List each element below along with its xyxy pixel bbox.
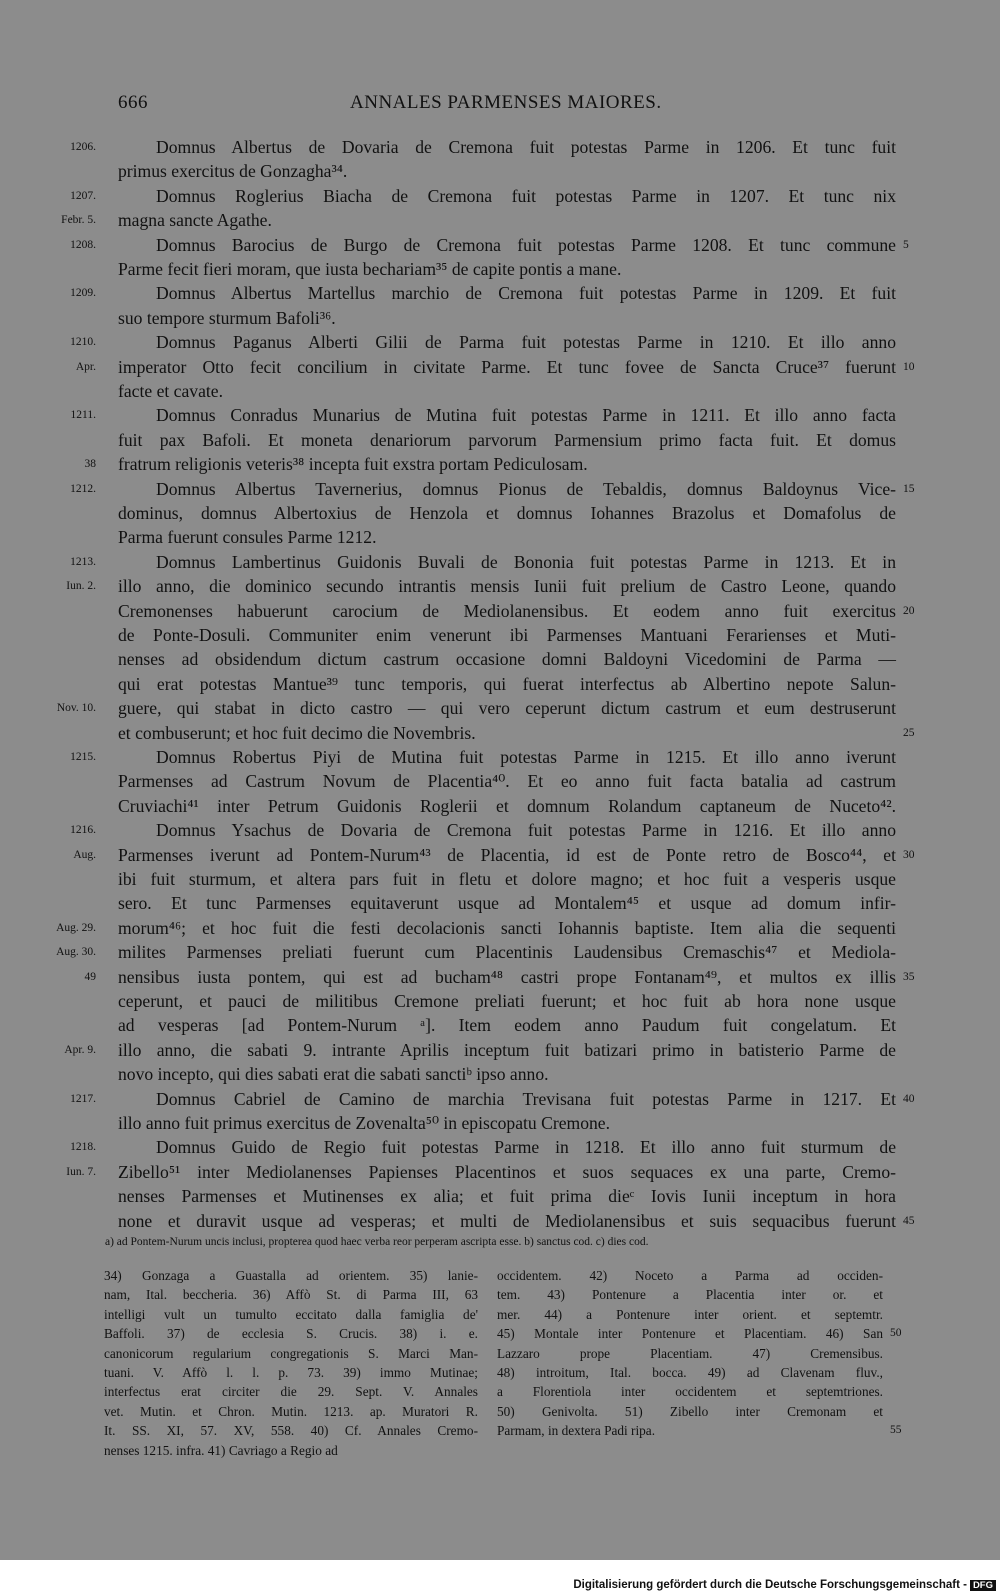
page-number: 666 (118, 92, 148, 113)
text-line (118, 1062, 896, 1086)
footnote-line: canonicorum regularium congregationis S. Marci Man- (104, 1345, 478, 1361)
margin-date: 1210. (70, 336, 96, 349)
text-line (118, 965, 896, 989)
text-line (118, 794, 896, 818)
footnotes-right-column (497, 1266, 883, 1441)
margin-date: 1216. (70, 824, 96, 837)
line-text: Parmenses ad Castrum Novum de Placentia⁴⁰. Et eo anno fuit facta batalia ad castrum (118, 771, 896, 792)
footnote-line: nam, Ital. beccheria. 36) Affò St. di Parma III, 63 (104, 1287, 478, 1303)
margin-date: 1208. (70, 238, 96, 251)
margin-date: 49 (84, 970, 96, 983)
line-text: Zibello⁵¹ inter Mediolanenses Papienses Placentinos et suos sequaces ex una parte, Cremo- (118, 1161, 896, 1182)
text-line (118, 135, 896, 159)
line-text: et combuserunt; et hoc fuit decimo die Novembris. (118, 722, 476, 743)
line-text: fratrum religionis veteris³⁸ incepta fuit exstra portam Pediculosam. (118, 454, 588, 475)
footnote-line: vet. Mutin. et Chron. Mutin. 1213. ap. Muratori R. (104, 1403, 478, 1419)
line-text: magna sancte Agathe. (118, 210, 272, 231)
text-line (118, 1038, 896, 1062)
line-number: 20 (903, 604, 915, 617)
line-number: 15 (903, 482, 915, 495)
text-line (118, 867, 896, 891)
line-text: Domnus Albertus de Dovaria de Cremona fuit potestas Parme in 1206. Et tunc fuit (156, 137, 896, 157)
margin-date: Iun. 7. (66, 1165, 96, 1178)
footnote-line: interfectus erat circiter die 29. Sept. V. Annales (104, 1384, 478, 1400)
line-number: 30 (903, 848, 915, 861)
margin-date: 1207. (70, 189, 96, 202)
critical-apparatus: a) ad Pontem-Nurum uncis inclusi, propterea quod haec verba reor perperam ascripta esse. b) sanctus cod. c) dies cod. (105, 1236, 649, 1248)
margin-date: Febr. 5. (61, 214, 96, 227)
text-line (118, 1184, 896, 1208)
margin-date: 1213. (70, 555, 96, 568)
margin-date: Aug. (73, 848, 96, 861)
line-text: nenses ad obsidendum dictum castrum occasione domni Baldoyni Vicedomini de Parma — (118, 649, 896, 670)
text-line (118, 184, 896, 208)
text-line (118, 1135, 896, 1159)
line-text: ibi fuit sturmum, et altera pars fuit in fletu et dolore magno; et hoc fuit a vesperis usque (118, 869, 896, 889)
footnote-line: 45) Montale inter Pontenure et Placentiam. 46) San (497, 1326, 883, 1342)
text-line (118, 379, 896, 403)
line-text: Domnus Albertus Tavernerius, domnus Pionus de Tebaldis, domnus Baldoynus Vice- (156, 478, 896, 499)
footnote-line-number: 55 (890, 1424, 902, 1437)
text-line (118, 550, 896, 574)
text-line (118, 501, 896, 525)
text-line (118, 672, 896, 696)
footnote-line: It. SS. XI, 57. XV, 558. 40) Cf. Annales Cremo- (104, 1423, 478, 1439)
line-number: 40 (903, 1092, 915, 1105)
footnote-line: 48) introitum, Ital. bocca. 49) ad Clavenam fluv., (497, 1365, 883, 1381)
text-line (118, 891, 896, 915)
line-text: qui erat potestas Mantue³⁹ tunc temporis, qui fuerat interfectus ab Albertino nepote Salun- (118, 673, 896, 694)
footnote-line: occidentem. 42) Noceto a Parma ad occiden- (497, 1268, 883, 1283)
line-text: illo anno, die dominico secundo intrantis mensis Iunii fuit prelium de Castro Leone, quando (118, 576, 896, 597)
text-line (118, 306, 896, 330)
line-text: sero. Et tunc Parmenses equitaverunt usque ad Montalem⁴⁵ et usque ad domum infir- (118, 893, 896, 914)
line-number: 25 (903, 726, 915, 739)
text-line (118, 745, 896, 769)
footnote-line: mer. 44) a Pontenure inter orient. et septemtr. (497, 1306, 883, 1322)
line-text: novo incepto, qui dies sabati erat die sabati sanctiᵇ ipso anno. (118, 1064, 549, 1085)
text-line (118, 843, 896, 867)
line-text: Domnus Albertus Martellus marchio de Cremona fuit potestas Parme in 1209. Et fuit (156, 283, 896, 304)
line-text: Parma fuerunt consules Parme 1212. (118, 527, 377, 548)
text-line (118, 818, 896, 842)
line-text: Domnus Paganus Alberti Gilii de Parma fuit potestas Parme in 1210. Et illo anno (156, 332, 896, 353)
margin-date: 1215. (70, 751, 96, 763)
footnote-line: nenses 1215. infra. 41) Cavriago a Regio ad (104, 1442, 338, 1458)
line-number: 45 (903, 1214, 915, 1227)
line-text: Domnus Cabriel de Camino de marchia Trevisana fuit potestas Parme in 1217. Et (156, 1088, 896, 1109)
line-text: primus exercitus de Gonzagha³⁴. (118, 161, 348, 182)
line-text: Domnus Robertus Piyi de Mutina fuit potestas Parme in 1215. Et illo anno iverunt (156, 747, 896, 767)
text-line (118, 159, 896, 183)
margin-date: Iun. 2. (66, 580, 96, 593)
text-line (118, 721, 896, 745)
margin-date: 38 (84, 458, 96, 471)
text-line (118, 696, 896, 720)
footnote-line: tuani. V. Affò l. l. p. 73. 39) immo Mutinae; (104, 1365, 478, 1381)
line-text: morum⁴⁶; et hoc fuit die festi decolacionis sancti Iohannis baptiste. Item alia die sequenti (118, 917, 896, 938)
line-number: 35 (903, 970, 915, 983)
line-text: nensibus iusta pontem, qui est ad bucham⁴⁸ castri prope Fontanam⁴⁹, et multos ex illis (118, 966, 896, 987)
line-text: facte et cavate. (118, 381, 223, 401)
digitization-credit (573, 1579, 996, 1591)
text-line (118, 574, 896, 598)
line-text: none et duravit usque ad vesperas; et multi de Mediolanensibus et suis sequacibus fuerunt (118, 1210, 896, 1231)
margin-date: 1209. (70, 287, 96, 300)
footnote-line: a Florentiola inter occidentem et septemtriones. (497, 1384, 883, 1400)
margin-date: 1218. (70, 1141, 96, 1154)
line-text: Domnus Guido de Regio fuit potestas Parme in 1218. Et illo anno fuit sturmum de (156, 1137, 896, 1158)
footnote-line-number: 50 (890, 1327, 902, 1340)
line-text: dominus, domnus Albertoxius de Henzola et domnus Iohannes Brazolus et Domafolus de (118, 503, 896, 523)
running-title: ANNALES PARMENSES MAIORES. (350, 92, 662, 113)
line-text: ceperunt, et pauci de militibus Cremone preliati fuerunt; et hoc fuit ab hora none usque (118, 991, 896, 1011)
margin-date: 1212. (70, 482, 96, 495)
text-line (118, 281, 896, 305)
margin-date: Apr. (75, 360, 96, 373)
line-text: Domnus Barocius de Burgo de Cremona fuit potestas Parme 1208. Et tunc commune (156, 234, 896, 255)
line-text: Cruviachi⁴¹ inter Petrum Guidonis Roglerii et domnum Rolandum captaneum de Nuceto⁴². (118, 795, 896, 816)
line-text: Domnus Ysachus de Dovaria de Cremona fuit potestas Parme in 1216. Et illo anno (156, 820, 896, 841)
text-line (118, 257, 896, 281)
line-number: 5 (903, 238, 909, 251)
text-line (118, 1013, 896, 1037)
text-line (118, 1111, 896, 1135)
line-text: Domnus Conradus Munarius de Mutina fuit potestas Parme in 1211. Et illo anno facta (156, 405, 896, 426)
text-line (118, 989, 896, 1013)
margin-date: 1217. (70, 1092, 96, 1105)
text-line (118, 623, 896, 647)
dfg-logo: DFG (970, 1580, 996, 1591)
text-line (118, 1087, 896, 1111)
footnote-line: 50) Genivolta. 51) Zibello inter Cremonam et (497, 1403, 883, 1419)
text-line (118, 525, 896, 549)
text-line (118, 233, 896, 257)
line-text: imperator Otto fecit concilium in civitate Parme. Et tunc fovee de Sancta Cruce³⁷ fuerunt (118, 356, 896, 377)
footnote-line: 34) Gonzaga a Guastalla ad orientem. 35) lanie- (104, 1268, 478, 1283)
text-line (118, 940, 896, 964)
line-text: Domnus Roglerius Biacha de Cremona fuit potestas Parme in 1207. Et tunc nix (156, 185, 896, 206)
margin-date: Apr. 9. (64, 1043, 96, 1056)
text-line (118, 477, 896, 501)
margin-date: 1206. (70, 141, 96, 153)
line-text: milites Parmenses preliati fuerunt cum Placentinis Laudensibus Cremaschis⁴⁷ et Mediola- (118, 942, 896, 963)
line-text: fuit pax Bafoli. Et moneta denariorum parvorum Parmensium primo facta fuit. Et domus (118, 429, 896, 450)
footnote-line: intelligi vult un tumulto eccitato dalla famiglia de' (104, 1306, 478, 1322)
text-line (118, 355, 896, 379)
line-text: ad vesperas [ad Pontem-Nurum ᵃ]. Item eodem anno Paudum fuit congelatum. Et (118, 1015, 896, 1036)
line-text: nenses Parmenses et Mutinenses ex alia; et fuit prima dieᶜ Iovis Iunii inceptum in hora (118, 1186, 896, 1207)
text-line (118, 1209, 896, 1233)
line-text: Cremonenses habuerunt carocium de Mediolanensibus. Et eodem anno fuit exercitus (118, 600, 896, 621)
footnotes-left-column (104, 1266, 478, 1460)
footnote-line: Parmam, in dextera Padi ripa. (497, 1423, 656, 1439)
footnote-line: tem. 43) Pontenure a Placentia inter or. et (497, 1287, 883, 1303)
line-text: illo anno fuit primus exercitus de Zovenalta⁵⁰ in episcopatu Cremone. (118, 1113, 610, 1133)
line-number: 10 (903, 360, 915, 373)
line-text: illo anno, die sabati 9. intrante Aprilis inceptum fuit batizari primo in batisterio Parme de (118, 1039, 896, 1060)
credit-text: Digitalisierung gefördert durch die Deutsche Forschungsgemeinschaft - (573, 1579, 967, 1591)
line-text: guere, qui stabat in dicto castro — qui vero ceperunt dictum castrum et eum destruserunt (118, 698, 896, 719)
margin-date: Aug. 29. (56, 921, 96, 934)
margin-date: 1211. (70, 409, 96, 422)
footnote-line: Baffoli. 37) de ecclesia S. Crucis. 38) i. e. (104, 1326, 478, 1342)
line-text: de Ponte-Dosuli. Communiter enim venerunt ibi Parmenses Mantuani Ferarienses et Muti- (118, 625, 896, 645)
text-line (118, 403, 896, 427)
text-line (118, 916, 896, 940)
text-line (118, 647, 896, 671)
text-line (118, 452, 896, 476)
line-text: Domnus Lambertinus Guidonis Buvali de Bononia fuit potestas Parme in 1213. Et in (156, 551, 896, 572)
text-line (118, 599, 896, 623)
footnote-line: Lazzaro prope Placentiam. 47) Cremensibus. (497, 1345, 883, 1361)
line-text: suo tempore sturmum Bafoli³⁶. (118, 307, 336, 328)
text-line (118, 208, 896, 232)
margin-date: Nov. 10. (56, 702, 96, 715)
text-line (118, 1160, 896, 1184)
text-line (118, 428, 896, 452)
text-line (118, 330, 896, 354)
text-line (118, 769, 896, 793)
margin-date: Aug. 30. (56, 946, 96, 959)
line-text: Parme fecit fieri moram, que iusta bechariam³⁵ de capite pontis a mane. (118, 259, 622, 279)
line-text: Parmenses iverunt ad Pontem-Nurum⁴³ de Placentia, id est de Ponte retro de Bosco⁴⁴, et (118, 844, 896, 865)
